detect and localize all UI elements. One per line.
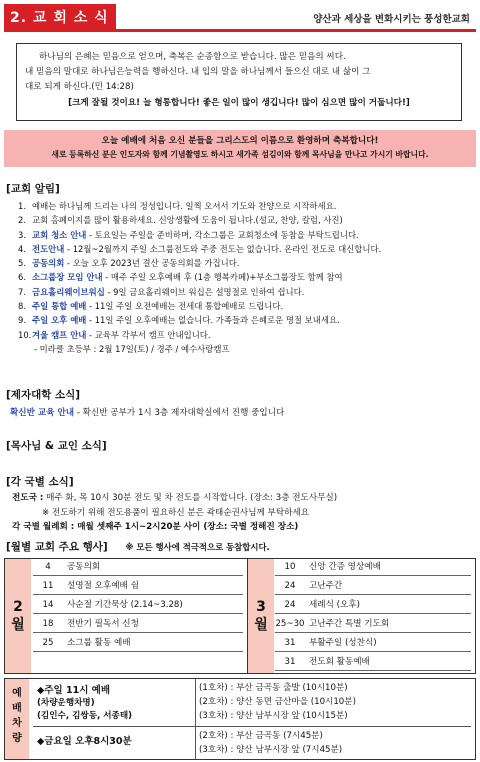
mission-news (12, 491, 472, 535)
event-text: 설명절 오후예배 쉼 (67, 581, 139, 591)
news-item-text: - 11일 주일 오전예배는 전세대 통합예배로 드립니다. (86, 301, 284, 312)
event-day: 24 (284, 600, 296, 610)
events-heading: [월별 교회 주요 행사] (6, 541, 108, 553)
events-table (4, 558, 476, 674)
news-item-number: 3. (18, 229, 26, 240)
news-item-number: 9. (18, 315, 26, 326)
event-text: 고난주간 특별 기도회 (309, 619, 390, 629)
verse-line: 내 믿음의 말대로 하나님은능력을 행하신다. 내 입의 말을 하나님께서 들으신 대로 내 삶이 그 (25, 67, 371, 77)
event-row (33, 636, 243, 652)
news-item (18, 213, 473, 227)
news-item (18, 299, 473, 313)
news-item-text: - 매주 주일 오후예배 후 (1층 행복카페)+부소그룹장도 함께 참여 (102, 272, 343, 283)
event-row (33, 579, 243, 595)
verse-box (16, 43, 462, 121)
news-item (18, 199, 473, 213)
events-title (6, 539, 270, 554)
mission-label: 각 국별 월례회 : (12, 522, 75, 532)
event-row (33, 617, 243, 633)
page-header (4, 4, 476, 32)
event-day: 24 (284, 581, 296, 591)
news-item-text: 교회 홈페이지를 많이 활용하세요. 신앙생활에 도움이 됩니다.(설교, 찬양, 칼럼, 사진) (32, 215, 343, 226)
event-row (275, 598, 471, 614)
news-item-number: 2. (18, 215, 26, 226)
month-mar: 3 월 (247, 559, 274, 673)
sunday-drivers: (김인수, 김쌍동, 서종태) (37, 711, 133, 721)
news-item-number: 1. (18, 201, 26, 211)
welcome-subline: 새로 등록하신 분은 인도자와 함께 기념촬영도 하시고 새가족 섬김이와 함께 목사님을 만나고 가시기 바랍니다. (51, 150, 429, 159)
news-item-label: 금요홀리웨이브워십 (32, 286, 105, 297)
news-item-text: - 토요일는 주일을 준비하며, 각소그룹은 교회청소에 동참을 부탁드립니다. (86, 229, 359, 240)
event-day: 10 (284, 562, 296, 572)
route-item: (2호차) : 부산 금곡동 (7시45분) (199, 731, 323, 741)
event-text: 부활주일 (성찬식) (309, 638, 377, 648)
friday-service-title: ◆금요일 오후8시30분 (37, 736, 132, 747)
news-item (18, 228, 473, 242)
route-item: (1호차) : 부산 금곡동 출발 (10시10분) (199, 683, 348, 693)
news-item-text: - 교육부 각부서 캠프 안내입니다. (86, 329, 211, 340)
news-item-text: - 9일 금요홀리웨이브 워십은 설명절로 인하여 쉽니다. (104, 286, 305, 297)
route-item: (2호차) : 양산 동면 금산마을 (10시10분) (199, 697, 356, 707)
news-item-label: 교회 청소 안내 (32, 229, 87, 240)
news-item-number: 6. (18, 272, 26, 283)
event-day: 4 (45, 562, 51, 572)
event-day: 25~30 (275, 619, 305, 629)
news-item-text: - 11일 주일 오후예배는 없습니다. 가족들과 은혜로운 명절 보내세요. (86, 315, 340, 326)
news-item-number: 7. (18, 286, 26, 297)
verse-line: 대로 되게 하신다.(민 14:28) (25, 82, 134, 92)
news-item-text: 예배는 하나님께 드리는 나의 정성입니다. 일찍 오셔서 기도와 찬양으로 시작하세요. (32, 201, 337, 211)
event-row (275, 655, 471, 671)
event-day: 25 (42, 638, 54, 648)
mission-text: 매주 화, 목 10시 30분 전도 및 차 전도를 시작합니다. (장소: 3층 전도사무실) (43, 493, 338, 503)
event-row (275, 579, 471, 595)
mission-text: 매월 셋째주 1시~2시20분 사이 (장소: 국별 정해진 장소) (74, 522, 299, 532)
news-item (18, 270, 473, 284)
news-item-label: 공동의회 (32, 258, 65, 269)
event-row (275, 560, 471, 576)
news-item-label: 전도안내 (32, 243, 65, 254)
pastor-news-title: [목사님 & 교인 소식] (6, 440, 107, 452)
vehicle-table (4, 678, 476, 760)
verse-highlight: [크게 잘될 것이요! 늘 형통합니다! 좋은 일이 많이 생깁니다! 많이 심으면 많이 거둡니다!] (68, 98, 410, 108)
event-text: 사순절 기간묵상 (2.14~3.28) (67, 600, 183, 610)
sunday-driver-heading: (차량운행차명) (37, 698, 95, 708)
event-day: 14 (42, 600, 54, 610)
news-item-number: 4. (18, 243, 26, 254)
vehicle-divider (33, 726, 471, 727)
event-row (33, 560, 243, 576)
vehicle-service-info (33, 679, 196, 759)
event-day: 31 (284, 638, 296, 648)
event-text: 공동의회 (67, 562, 101, 572)
disciple-title: [제자대학 소식] (6, 389, 81, 401)
verse-line: 하나님의 은혜는 믿음으로 얻으며, 축복은 순종함으로 받습니다. 많은 믿음의 씨다. (39, 52, 346, 62)
church-news-title: [교회 알림] (6, 183, 60, 195)
event-row (33, 598, 243, 614)
news-item-number: 10. (18, 329, 32, 340)
welcome-banner (4, 130, 476, 167)
news-item (18, 285, 473, 299)
event-row (275, 636, 471, 652)
news-item-text: - 12월~2월까지 주일 소그룹전도와 주중 전도는 없습니다. 온라인 전도로 대신합니다. (64, 243, 382, 254)
event-text: 전도회 활동예배 (309, 657, 370, 667)
church-slogan: 양산과 세상을 변화시키는 풍성한교회 (313, 14, 470, 25)
sunday-service-title: ◆주일 11시 예배 (37, 685, 111, 696)
news-item (18, 242, 473, 256)
welcome-line: 오늘 예배에 처음 오신 분들을 그리스도의 이름으로 환영하며 축복합니다! (101, 136, 379, 146)
event-row (275, 617, 471, 633)
disciple-text: - 확신반 공부가 1시 3층 제자대학실에서 진행 중입니다 (74, 408, 285, 418)
mission-label: 전도국 : (12, 493, 44, 503)
mission-title: [각 국별 소식] (6, 476, 74, 488)
events-note: ※ 모든 행사에 적극적으로 동참합시다. (125, 542, 270, 552)
news-item (18, 313, 473, 327)
vehicle-label: 예 배 차 량 (5, 679, 29, 759)
news-item-number: 8. (18, 301, 26, 312)
section-tab: 2. 교 회 소 식 (4, 4, 116, 32)
news-item-number: 5. (18, 258, 26, 269)
disciple-label: 확신반 교육 안내 (10, 408, 75, 418)
event-text: 신앙 간증 영상예배 (309, 562, 381, 572)
news-item-label: 주일 통합 예배 (32, 301, 87, 312)
news-item-label: 소그룹장 모임 안내 (32, 272, 103, 283)
month-feb: 2 월 (5, 559, 31, 673)
disciple-notice (10, 406, 284, 418)
camp-detail: - 미라클 초등부 : 2월 17일(토) / 경주 / 예수사랑캠프 (34, 343, 230, 354)
route-item: (3호차) : 양산 남부시장 앞 (10시15분) (199, 711, 348, 721)
event-day: 11 (42, 581, 54, 591)
event-text: 세례식 (오후) (309, 600, 360, 610)
news-item-label: 겨울 캠프 안내 (32, 329, 87, 340)
vehicle-routes (199, 679, 469, 759)
news-item (18, 256, 473, 270)
route-item: (3호차) : 양산 남부시장 앞 (7시45분) (199, 745, 343, 755)
event-day: 18 (42, 619, 54, 629)
news-item (18, 328, 473, 342)
news-item-text: - 오늘 오후 2023년 결산 공동의회를 가집니다. (64, 258, 240, 269)
mission-note: ※ 전도하기 위해 전도용품이 필요하신 분은 곽태순권사님께 부탁하세요 (42, 507, 310, 518)
event-text: 고난주간 (309, 581, 343, 591)
event-text: 소그룹 활동 예배 (67, 638, 131, 648)
church-news-list (18, 199, 473, 356)
event-text: 전반기 필독서 신청 (67, 619, 139, 629)
event-day: 31 (284, 657, 296, 667)
header-rule (4, 29, 476, 32)
news-item-label: 주일 오후 예배 (32, 315, 87, 326)
